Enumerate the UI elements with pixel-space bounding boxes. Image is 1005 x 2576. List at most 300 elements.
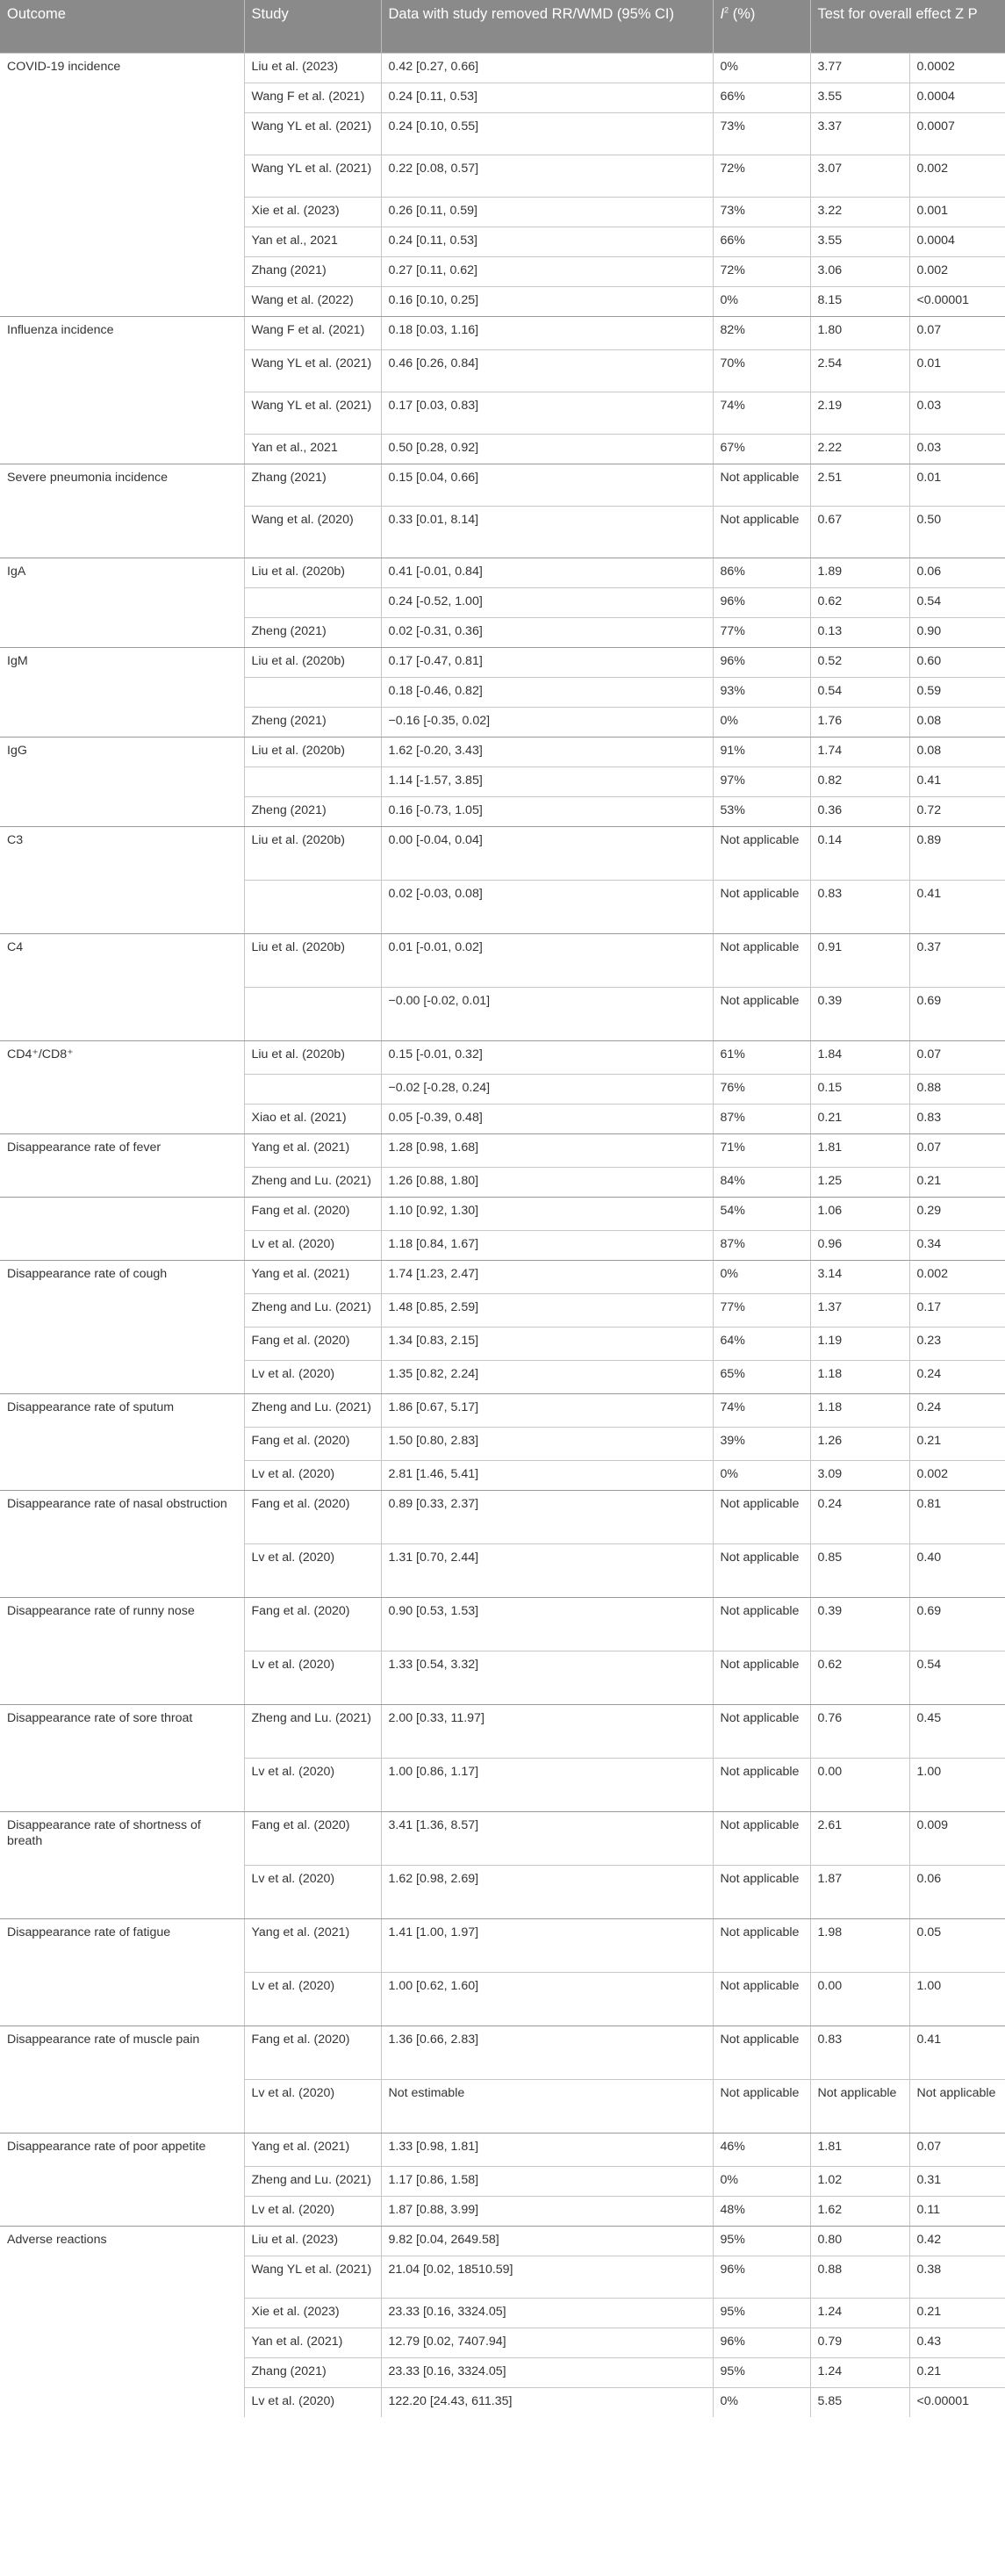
study-cell: Liu et al. (2023) xyxy=(244,54,381,83)
table-row xyxy=(0,2026,1005,2080)
p-cell: 0.21 xyxy=(909,1428,1005,1461)
data-cell: 122.20 [24.43, 611.35] xyxy=(381,2388,713,2418)
data-cell: 0.42 [0.27, 0.66] xyxy=(381,54,713,83)
i2-cell: Not applicable xyxy=(713,881,810,934)
i2-cell: 70% xyxy=(713,350,810,392)
study-cell: Wang YL et al. (2021) xyxy=(244,155,381,198)
p-cell: 0.43 xyxy=(909,2328,1005,2358)
p-cell: 0.59 xyxy=(909,678,1005,708)
i2-cell: 74% xyxy=(713,1394,810,1428)
study-cell: Zheng and Lu. (2021) xyxy=(244,1705,381,1759)
z-cell: 1.18 xyxy=(810,1361,909,1394)
z-cell: 0.85 xyxy=(810,1544,909,1598)
i2-cell: 46% xyxy=(713,2133,810,2167)
i2-cell: 71% xyxy=(713,1134,810,1168)
z-cell: 0.80 xyxy=(810,2227,909,2256)
i2-cell: 84% xyxy=(713,1168,810,1198)
data-cell: 1.14 [-1.57, 3.85] xyxy=(381,767,713,797)
outcome-cell: Disappearance rate of fatigue xyxy=(0,1919,244,2026)
i2-cell: Not applicable xyxy=(713,507,810,558)
i2-cell: 87% xyxy=(713,1105,810,1134)
data-cell: 2.81 [1.46, 5.41] xyxy=(381,1461,713,1491)
data-cell: 0.17 [0.03, 0.83] xyxy=(381,392,713,435)
study-cell: Lv et al. (2020) xyxy=(244,1461,381,1491)
study-cell xyxy=(244,588,381,618)
p-cell: 0.01 xyxy=(909,350,1005,392)
z-cell: 3.77 xyxy=(810,54,909,83)
p-cell: 0.24 xyxy=(909,1361,1005,1394)
outcome-cell: COVID-19 incidence xyxy=(0,54,244,317)
p-cell: 0.38 xyxy=(909,2256,1005,2299)
study-cell: Lv et al. (2020) xyxy=(244,2388,381,2418)
z-cell: 3.37 xyxy=(810,113,909,155)
z-cell: 3.14 xyxy=(810,1261,909,1294)
study-cell: Zheng (2021) xyxy=(244,618,381,648)
i2-cell: Not applicable xyxy=(713,1651,810,1705)
table-row xyxy=(0,1394,1005,1428)
z-cell: 0.00 xyxy=(810,1759,909,1812)
outcome-cell: Disappearance rate of sputum xyxy=(0,1394,244,1491)
i2-cell: 61% xyxy=(713,1041,810,1075)
z-cell: 3.22 xyxy=(810,198,909,227)
i2-cell: Not applicable xyxy=(713,2026,810,2080)
p-cell: 0.0004 xyxy=(909,83,1005,113)
z-cell: 1.18 xyxy=(810,1394,909,1428)
p-cell: 0.0007 xyxy=(909,113,1005,155)
study-cell: Wang et al. (2020) xyxy=(244,507,381,558)
study-cell: Wang F et al. (2021) xyxy=(244,317,381,350)
z-cell: 1.25 xyxy=(810,1168,909,1198)
p-cell: 0.41 xyxy=(909,881,1005,934)
header-i2-suffix: (%) xyxy=(729,6,756,22)
p-cell: 0.002 xyxy=(909,1461,1005,1491)
i2-cell: Not applicable xyxy=(713,1812,810,1866)
data-cell: 21.04 [0.02, 18510.59] xyxy=(381,2256,713,2299)
i2-cell: 82% xyxy=(713,317,810,350)
header-study: Study xyxy=(244,0,381,54)
z-cell: 5.85 xyxy=(810,2388,909,2418)
data-cell: 1.18 [0.84, 1.67] xyxy=(381,1231,713,1261)
data-cell: 1.17 [0.86, 1.58] xyxy=(381,2167,713,2197)
i2-cell: Not applicable xyxy=(713,988,810,1041)
p-cell: 0.07 xyxy=(909,317,1005,350)
p-cell: 0.03 xyxy=(909,392,1005,435)
data-cell: 1.00 [0.86, 1.17] xyxy=(381,1759,713,1812)
table-row xyxy=(0,1812,1005,1866)
study-cell: Zhang (2021) xyxy=(244,257,381,287)
study-cell: Lv et al. (2020) xyxy=(244,1973,381,2026)
z-cell: 3.09 xyxy=(810,1461,909,1491)
z-cell: 0.96 xyxy=(810,1231,909,1261)
p-cell: 0.50 xyxy=(909,507,1005,558)
data-cell: 1.00 [0.62, 1.60] xyxy=(381,1973,713,2026)
table-row xyxy=(0,464,1005,507)
table-row xyxy=(0,827,1005,881)
data-cell: 0.24 [0.10, 0.55] xyxy=(381,113,713,155)
study-cell: Yang et al. (2021) xyxy=(244,1134,381,1168)
z-cell: 0.00 xyxy=(810,1973,909,2026)
header-i2-sup: 2 xyxy=(724,5,729,15)
table-row xyxy=(0,1261,1005,1294)
i2-cell: Not applicable xyxy=(713,1491,810,1544)
p-cell: 0.41 xyxy=(909,2026,1005,2080)
data-cell: 1.33 [0.54, 3.32] xyxy=(381,1651,713,1705)
p-cell: 0.08 xyxy=(909,738,1005,767)
data-cell: 0.46 [0.26, 0.84] xyxy=(381,350,713,392)
i2-cell: 73% xyxy=(713,198,810,227)
i2-cell: 86% xyxy=(713,558,810,588)
i2-cell: 77% xyxy=(713,1294,810,1328)
i2-cell: 0% xyxy=(713,708,810,738)
i2-cell: 91% xyxy=(713,738,810,767)
study-cell: Xiao et al. (2021) xyxy=(244,1105,381,1134)
i2-cell: 95% xyxy=(713,2299,810,2328)
study-cell: Zheng and Lu. (2021) xyxy=(244,1168,381,1198)
study-cell xyxy=(244,767,381,797)
data-cell: 1.33 [0.98, 1.81] xyxy=(381,2133,713,2167)
p-cell: 0.72 xyxy=(909,797,1005,827)
data-cell: −0.00 [-0.02, 0.01] xyxy=(381,988,713,1041)
data-cell: 0.15 [0.04, 0.66] xyxy=(381,464,713,507)
p-cell: 0.03 xyxy=(909,435,1005,464)
p-cell: 0.45 xyxy=(909,1705,1005,1759)
i2-cell: 72% xyxy=(713,155,810,198)
p-cell: 0.17 xyxy=(909,1294,1005,1328)
i2-cell: 87% xyxy=(713,1231,810,1261)
study-cell: Liu et al. (2020b) xyxy=(244,1041,381,1075)
study-cell: Liu et al. (2020b) xyxy=(244,827,381,881)
data-cell: 0.90 [0.53, 1.53] xyxy=(381,1598,713,1651)
data-cell: 1.62 [-0.20, 3.43] xyxy=(381,738,713,767)
z-cell: 3.07 xyxy=(810,155,909,198)
study-cell: Yang et al. (2021) xyxy=(244,1261,381,1294)
i2-cell: 53% xyxy=(713,797,810,827)
i2-cell: 66% xyxy=(713,227,810,257)
p-cell: 0.69 xyxy=(909,1598,1005,1651)
p-cell: 0.21 xyxy=(909,2358,1005,2388)
study-cell: Yan et al. (2021) xyxy=(244,2328,381,2358)
z-cell: 1.37 xyxy=(810,1294,909,1328)
i2-cell: 97% xyxy=(713,767,810,797)
p-cell: 0.23 xyxy=(909,1328,1005,1361)
z-cell: 0.83 xyxy=(810,881,909,934)
data-cell: 1.34 [0.83, 2.15] xyxy=(381,1328,713,1361)
p-cell: 0.08 xyxy=(909,708,1005,738)
study-cell: Wang YL et al. (2021) xyxy=(244,350,381,392)
header-outcome: Outcome xyxy=(0,0,244,54)
data-cell: 1.48 [0.85, 2.59] xyxy=(381,1294,713,1328)
header-data: Data with study removed RR/WMD (95% CI) xyxy=(381,0,713,54)
data-cell: 9.82 [0.04, 2649.58] xyxy=(381,2227,713,2256)
table-row xyxy=(0,1134,1005,1168)
data-cell: 0.02 [-0.03, 0.08] xyxy=(381,881,713,934)
study-cell: Lv et al. (2020) xyxy=(244,2080,381,2133)
z-cell: 0.21 xyxy=(810,1105,909,1134)
study-cell: Lv et al. (2020) xyxy=(244,1866,381,1919)
z-cell: 2.61 xyxy=(810,1812,909,1866)
data-cell: 1.31 [0.70, 2.44] xyxy=(381,1544,713,1598)
table-row xyxy=(0,558,1005,588)
p-cell: 0.0004 xyxy=(909,227,1005,257)
data-cell: 3.41 [1.36, 8.57] xyxy=(381,1812,713,1866)
study-cell: Liu et al. (2020b) xyxy=(244,738,381,767)
study-cell: Fang et al. (2020) xyxy=(244,2026,381,2080)
table-row xyxy=(0,2133,1005,2167)
outcome-cell: IgM xyxy=(0,648,244,738)
study-cell: Yan et al., 2021 xyxy=(244,227,381,257)
z-cell: 1.24 xyxy=(810,2299,909,2328)
study-cell: Yang et al. (2021) xyxy=(244,2133,381,2167)
p-cell: 0.83 xyxy=(909,1105,1005,1134)
data-cell: 0.27 [0.11, 0.62] xyxy=(381,257,713,287)
p-cell: 0.29 xyxy=(909,1198,1005,1231)
study-cell: Lv et al. (2020) xyxy=(244,1361,381,1394)
data-cell: 0.22 [0.08, 0.57] xyxy=(381,155,713,198)
data-cell: Not estimable xyxy=(381,2080,713,2133)
data-cell: 0.33 [0.01, 8.14] xyxy=(381,507,713,558)
i2-cell: 54% xyxy=(713,1198,810,1231)
i2-cell: Not applicable xyxy=(713,1866,810,1919)
table-row xyxy=(0,738,1005,767)
table-row xyxy=(0,1919,1005,1973)
study-cell: Fang et al. (2020) xyxy=(244,1491,381,1544)
data-cell: 1.62 [0.98, 2.69] xyxy=(381,1866,713,1919)
p-cell: 0.42 xyxy=(909,2227,1005,2256)
p-cell: 0.41 xyxy=(909,767,1005,797)
study-cell: Wang F et al. (2021) xyxy=(244,83,381,113)
p-cell: 0.89 xyxy=(909,827,1005,881)
z-cell: 1.84 xyxy=(810,1041,909,1075)
data-cell: 0.89 [0.33, 2.37] xyxy=(381,1491,713,1544)
data-cell: 0.24 [0.11, 0.53] xyxy=(381,227,713,257)
data-cell: 0.02 [-0.31, 0.36] xyxy=(381,618,713,648)
p-cell: 0.01 xyxy=(909,464,1005,507)
z-cell: 0.52 xyxy=(810,648,909,678)
study-cell: Wang YL et al. (2021) xyxy=(244,113,381,155)
data-cell: 0.00 [-0.04, 0.04] xyxy=(381,827,713,881)
p-cell: 0.009 xyxy=(909,1812,1005,1866)
study-cell: Xie et al. (2023) xyxy=(244,198,381,227)
i2-cell: 96% xyxy=(713,2256,810,2299)
i2-cell: 96% xyxy=(713,588,810,618)
z-cell: 1.24 xyxy=(810,2358,909,2388)
i2-cell: Not applicable xyxy=(713,934,810,988)
p-cell: 0.06 xyxy=(909,1866,1005,1919)
p-cell: 0.05 xyxy=(909,1919,1005,1973)
z-cell: 1.76 xyxy=(810,708,909,738)
header-i2-prefix: I xyxy=(720,6,725,22)
i2-cell: 76% xyxy=(713,1075,810,1105)
z-cell: 3.06 xyxy=(810,257,909,287)
outcome-cell: Influenza incidence xyxy=(0,317,244,464)
study-cell: Liu et al. (2020b) xyxy=(244,558,381,588)
outcome-cell: IgG xyxy=(0,738,244,827)
i2-cell: 65% xyxy=(713,1361,810,1394)
p-cell: Not applicable xyxy=(909,2080,1005,2133)
data-cell: 0.16 [-0.73, 1.05] xyxy=(381,797,713,827)
p-cell: 0.07 xyxy=(909,1134,1005,1168)
outcome-cell: Severe pneumonia incidence xyxy=(0,464,244,558)
data-cell: 1.10 [0.92, 1.30] xyxy=(381,1198,713,1231)
z-cell: 0.62 xyxy=(810,588,909,618)
outcome-cell: Adverse reactions xyxy=(0,2227,244,2418)
p-cell: 0.21 xyxy=(909,2299,1005,2328)
p-cell: 0.24 xyxy=(909,1394,1005,1428)
study-cell: Zheng and Lu. (2021) xyxy=(244,1394,381,1428)
data-cell: 0.18 [-0.46, 0.82] xyxy=(381,678,713,708)
data-cell: 23.33 [0.16, 3324.05] xyxy=(381,2299,713,2328)
z-cell: Not applicable xyxy=(810,2080,909,2133)
i2-cell: 39% xyxy=(713,1428,810,1461)
data-cell: 0.41 [-0.01, 0.84] xyxy=(381,558,713,588)
study-cell xyxy=(244,881,381,934)
study-cell: Lv et al. (2020) xyxy=(244,1544,381,1598)
p-cell: 0.002 xyxy=(909,257,1005,287)
outcome-cell: IgA xyxy=(0,558,244,648)
i2-cell: Not applicable xyxy=(713,1544,810,1598)
table-row xyxy=(0,1491,1005,1544)
study-cell: Fang et al. (2020) xyxy=(244,1198,381,1231)
p-cell: 0.54 xyxy=(909,588,1005,618)
data-cell: 0.24 [0.11, 0.53] xyxy=(381,83,713,113)
outcome-cell: C3 xyxy=(0,827,244,934)
p-cell: <0.00001 xyxy=(909,287,1005,317)
study-cell: Lv et al. (2020) xyxy=(244,2197,381,2227)
i2-cell: 95% xyxy=(713,2358,810,2388)
z-cell: 0.62 xyxy=(810,1651,909,1705)
z-cell: 3.55 xyxy=(810,83,909,113)
i2-cell: Not applicable xyxy=(713,1598,810,1651)
z-cell: 0.24 xyxy=(810,1491,909,1544)
p-cell: 0.11 xyxy=(909,2197,1005,2227)
z-cell: 1.81 xyxy=(810,1134,909,1168)
study-cell: Zheng (2021) xyxy=(244,797,381,827)
data-cell: 0.26 [0.11, 0.59] xyxy=(381,198,713,227)
data-cell: 1.26 [0.88, 1.80] xyxy=(381,1168,713,1198)
z-cell: 2.54 xyxy=(810,350,909,392)
table-row xyxy=(0,934,1005,988)
outcome-cell: C4 xyxy=(0,934,244,1041)
study-cell: Wang et al. (2022) xyxy=(244,287,381,317)
p-cell: 0.37 xyxy=(909,934,1005,988)
z-cell: 1.98 xyxy=(810,1919,909,1973)
study-cell: Wang YL et al. (2021) xyxy=(244,2256,381,2299)
data-cell: 0.01 [-0.01, 0.02] xyxy=(381,934,713,988)
i2-cell: 0% xyxy=(713,1261,810,1294)
p-cell: 0.69 xyxy=(909,988,1005,1041)
p-cell: 0.40 xyxy=(909,1544,1005,1598)
data-cell: 1.50 [0.80, 2.83] xyxy=(381,1428,713,1461)
i2-cell: 0% xyxy=(713,287,810,317)
outcome-cell: Disappearance rate of nasal obstruction xyxy=(0,1491,244,1598)
table-row xyxy=(0,2227,1005,2256)
p-cell: 0.90 xyxy=(909,618,1005,648)
data-cell: 1.35 [0.82, 2.24] xyxy=(381,1361,713,1394)
i2-cell: 96% xyxy=(713,2328,810,2358)
table-row xyxy=(0,54,1005,83)
i2-cell: 74% xyxy=(713,392,810,435)
i2-cell: 66% xyxy=(713,83,810,113)
study-cell: Zheng (2021) xyxy=(244,708,381,738)
study-cell: Zhang (2021) xyxy=(244,2358,381,2388)
data-cell: 1.28 [0.98, 1.68] xyxy=(381,1134,713,1168)
data-cell: 1.86 [0.67, 5.17] xyxy=(381,1394,713,1428)
data-cell: 1.41 [1.00, 1.97] xyxy=(381,1919,713,1973)
p-cell: 0.07 xyxy=(909,2133,1005,2167)
i2-cell: Not applicable xyxy=(713,1759,810,1812)
z-cell: 2.22 xyxy=(810,435,909,464)
header-i2 xyxy=(713,0,810,54)
p-cell: 0.002 xyxy=(909,155,1005,198)
i2-cell: 77% xyxy=(713,618,810,648)
outcome-cell: Disappearance rate of muscle pain xyxy=(0,2026,244,2133)
z-cell: 0.83 xyxy=(810,2026,909,2080)
z-cell: 0.14 xyxy=(810,827,909,881)
p-cell: 0.06 xyxy=(909,558,1005,588)
table-row xyxy=(0,1041,1005,1075)
study-cell: Xie et al. (2023) xyxy=(244,2299,381,2328)
i2-cell: 0% xyxy=(713,54,810,83)
study-cell: Fang et al. (2020) xyxy=(244,1428,381,1461)
study-cell: Yang et al. (2021) xyxy=(244,1919,381,1973)
outcome-cell: Disappearance rate of sore throat xyxy=(0,1705,244,1812)
study-cell xyxy=(244,678,381,708)
z-cell: 1.81 xyxy=(810,2133,909,2167)
study-cell: Fang et al. (2020) xyxy=(244,1812,381,1866)
header-test: Test for overall effect Z P xyxy=(810,0,1005,54)
p-cell: <0.00001 xyxy=(909,2388,1005,2418)
z-cell: 2.51 xyxy=(810,464,909,507)
p-cell: 0.81 xyxy=(909,1491,1005,1544)
table-row xyxy=(0,317,1005,350)
outcome-cell: Disappearance rate of shortness of breath xyxy=(0,1812,244,1919)
i2-cell: 72% xyxy=(713,257,810,287)
p-cell: 0.002 xyxy=(909,1261,1005,1294)
table-row xyxy=(0,1598,1005,1651)
data-cell: 23.33 [0.16, 3324.05] xyxy=(381,2358,713,2388)
table-header-row xyxy=(0,0,1005,54)
p-cell: 1.00 xyxy=(909,1973,1005,2026)
z-cell: 0.67 xyxy=(810,507,909,558)
z-cell: 0.88 xyxy=(810,2256,909,2299)
i2-cell: 96% xyxy=(713,648,810,678)
z-cell: 1.89 xyxy=(810,558,909,588)
study-cell: Fang et al. (2020) xyxy=(244,1328,381,1361)
data-cell: 0.24 [-0.52, 1.00] xyxy=(381,588,713,618)
z-cell: 0.79 xyxy=(810,2328,909,2358)
z-cell: 1.74 xyxy=(810,738,909,767)
study-cell: Lv et al. (2020) xyxy=(244,1759,381,1812)
i2-cell: Not applicable xyxy=(713,1919,810,1973)
study-cell: Zheng and Lu. (2021) xyxy=(244,2167,381,2197)
z-cell: 8.15 xyxy=(810,287,909,317)
i2-cell: 0% xyxy=(713,2167,810,2197)
z-cell: 1.02 xyxy=(810,2167,909,2197)
i2-cell: Not applicable xyxy=(713,1973,810,2026)
data-cell: 1.36 [0.66, 2.83] xyxy=(381,2026,713,2080)
data-cell: 2.00 [0.33, 11.97] xyxy=(381,1705,713,1759)
outcome-cell: CD4⁺/CD8⁺ xyxy=(0,1041,244,1134)
data-cell: 0.17 [-0.47, 0.81] xyxy=(381,648,713,678)
z-cell: 0.54 xyxy=(810,678,909,708)
z-cell: 0.91 xyxy=(810,934,909,988)
table-row xyxy=(0,648,1005,678)
i2-cell: 48% xyxy=(713,2197,810,2227)
outcome-cell xyxy=(0,1198,244,1261)
study-cell: Wang YL et al. (2021) xyxy=(244,392,381,435)
study-cell: Lv et al. (2020) xyxy=(244,1231,381,1261)
data-cell: 1.87 [0.88, 3.99] xyxy=(381,2197,713,2227)
